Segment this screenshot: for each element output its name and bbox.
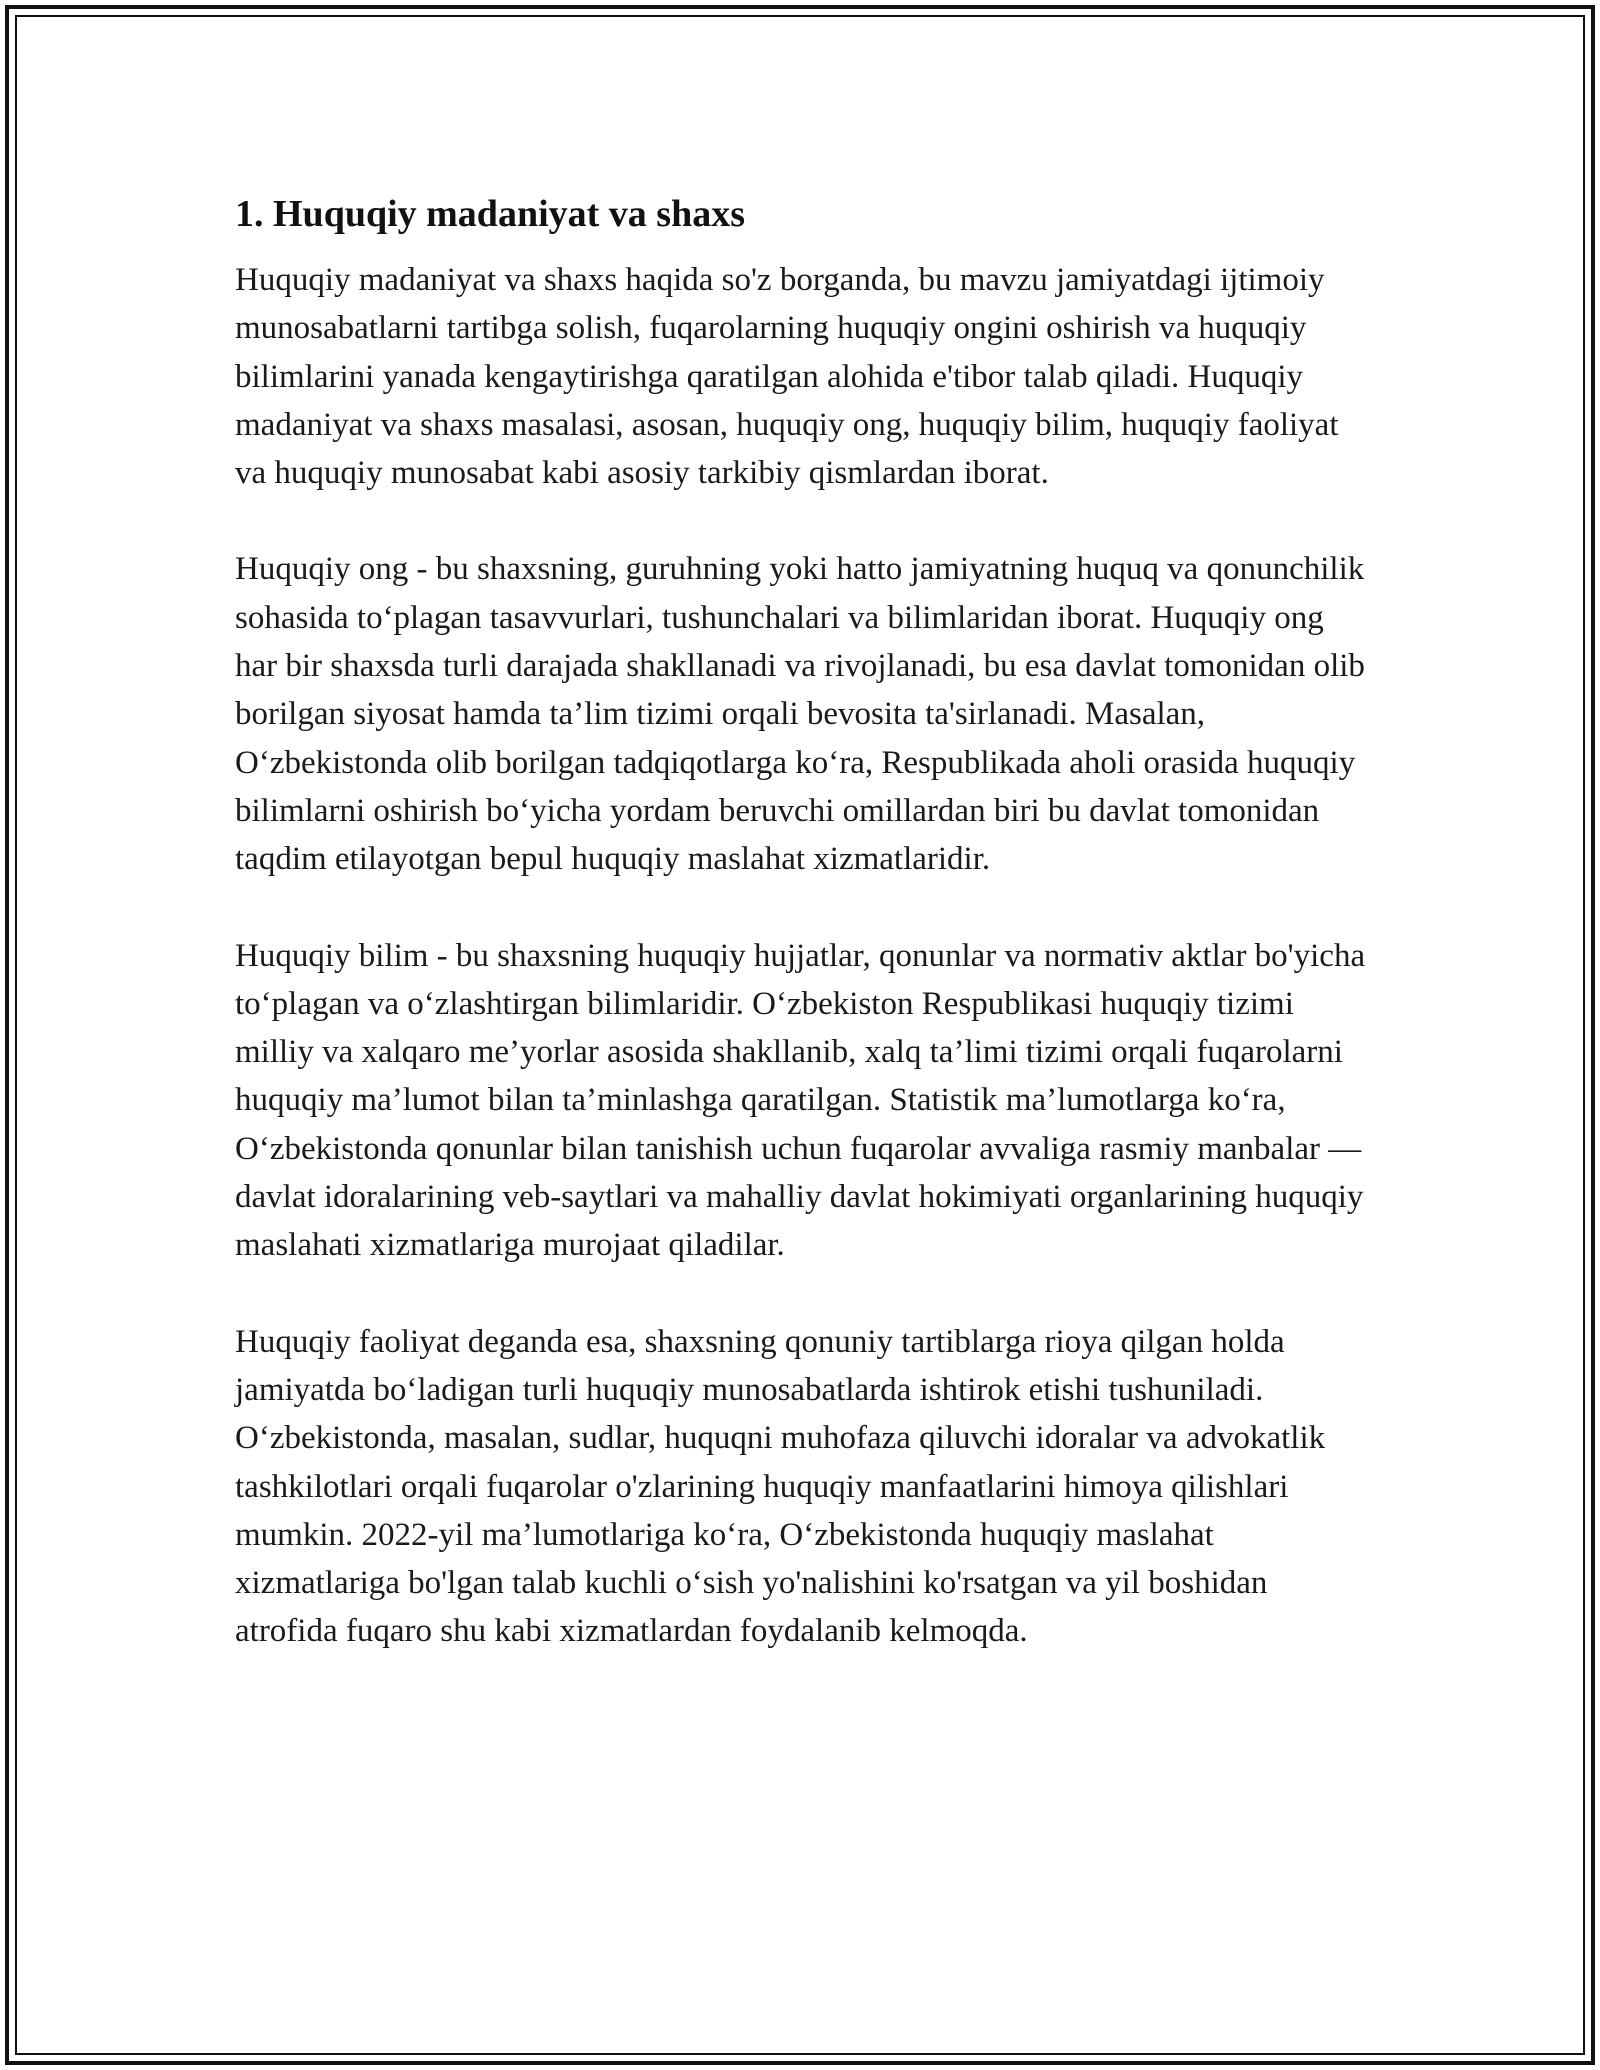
paragraph-intro: Huquqiy madaniyat va shaxs haqida so'z borganda, bu mavzu jamiyatdagi ijtimoiy munosabatlarni tartibga solish, fuqarolarning huquqiy ongini oshirish va huquqiy bilimlarini yanada kengaytirishga qaratilgan alohida e'tibor talab qiladi. Huquqiy madaniyat va shaxs masalasi, asosan, huquqiy ong, huquqiy bilim, huquqiy faoliyat va huquqiy munosabat kabi asosiy tarkibiy qismlardan iborat. bbox=[235, 262, 1339, 492]
paragraph-legal-consciousness: Huquqiy ong - bu shaxsning, guruhning yoki hatto jamiyatning huquq va qonunchilik sohasida to‘plagan tasavvurlari, tushunchalari va bilimlaridan iborat. Huquqiy ong har bir shaxsda turli darajada shakllanadi va rivojlanadi, bu esa davlat tomonidan olib borilgan siyosat hamda ta’lim tizimi orqali bevosita ta'sirlanadi. Masalan, O‘zbekistonda olib borilgan tadqiqotlarga ko‘ra, Respublikada aholi orasida huquqiy bilimlarni oshirish bo‘yicha yordam beruvchi omillardan biri bu davlat tomonidan taqdim etilayotgan bepul huquqiy maslahat xizmatlaridir. bbox=[235, 551, 1365, 878]
paragraph-legal-activity: Huquqiy faoliyat deganda esa, shaxsning qonuniy tartiblarga rioya qilgan holda jamiyatda bo‘ladigan turli huquqiy munosabatlarda ishtirok etishi tushuniladi. O‘zbekistonda, masalan, sudlar, huquqni muhofaza qiluvchi idoralar va advokatlik tashkilotlari orqali fuqarolar o'zlarining huquqiy manfaatlarini himoya qilishlari mumkin. 2022-yil ma’lumotlariga ko‘ra, O‘zbekistonda huquqiy maslahat xizmatlariga bo'lgan talab kuchli o‘sish yo'nalishini ko'rsatgan va yil boshidan atrofida fuqaro shu kabi xizmatlardan foydalanib kelmoqda. bbox=[235, 1323, 1326, 1650]
document-body bbox=[235, 190, 1370, 1704]
paragraph-legal-knowledge: Huquqiy bilim - bu shaxsning huquqiy hujjatlar, qonunlar va normativ aktlar bo'yicha to‘plagan va o‘zlashtirgan bilimlaridir. O‘zbekiston Respublikasi huquqiy tizimi milliy va xalqaro me’yorlar asosida shakllanib, xalq ta’limi tizimi orqali fuqarolarni huquqiy ma’lumot bilan ta’minlashga qaratilgan. Statistik ma’lumotlarga ko‘ra, O‘zbekistonda qonunlar bilan tanishish uchun fuqarolar avvaliga rasmiy manbalar — davlat idoralarining veb-saytlari va mahalliy davlat hokimiyati organlarining huquqiy maslahati xizmatlariga murojaat qiladilar. bbox=[235, 937, 1366, 1264]
section-title: 1. Huquqiy madaniyat va shaxs bbox=[235, 193, 745, 235]
